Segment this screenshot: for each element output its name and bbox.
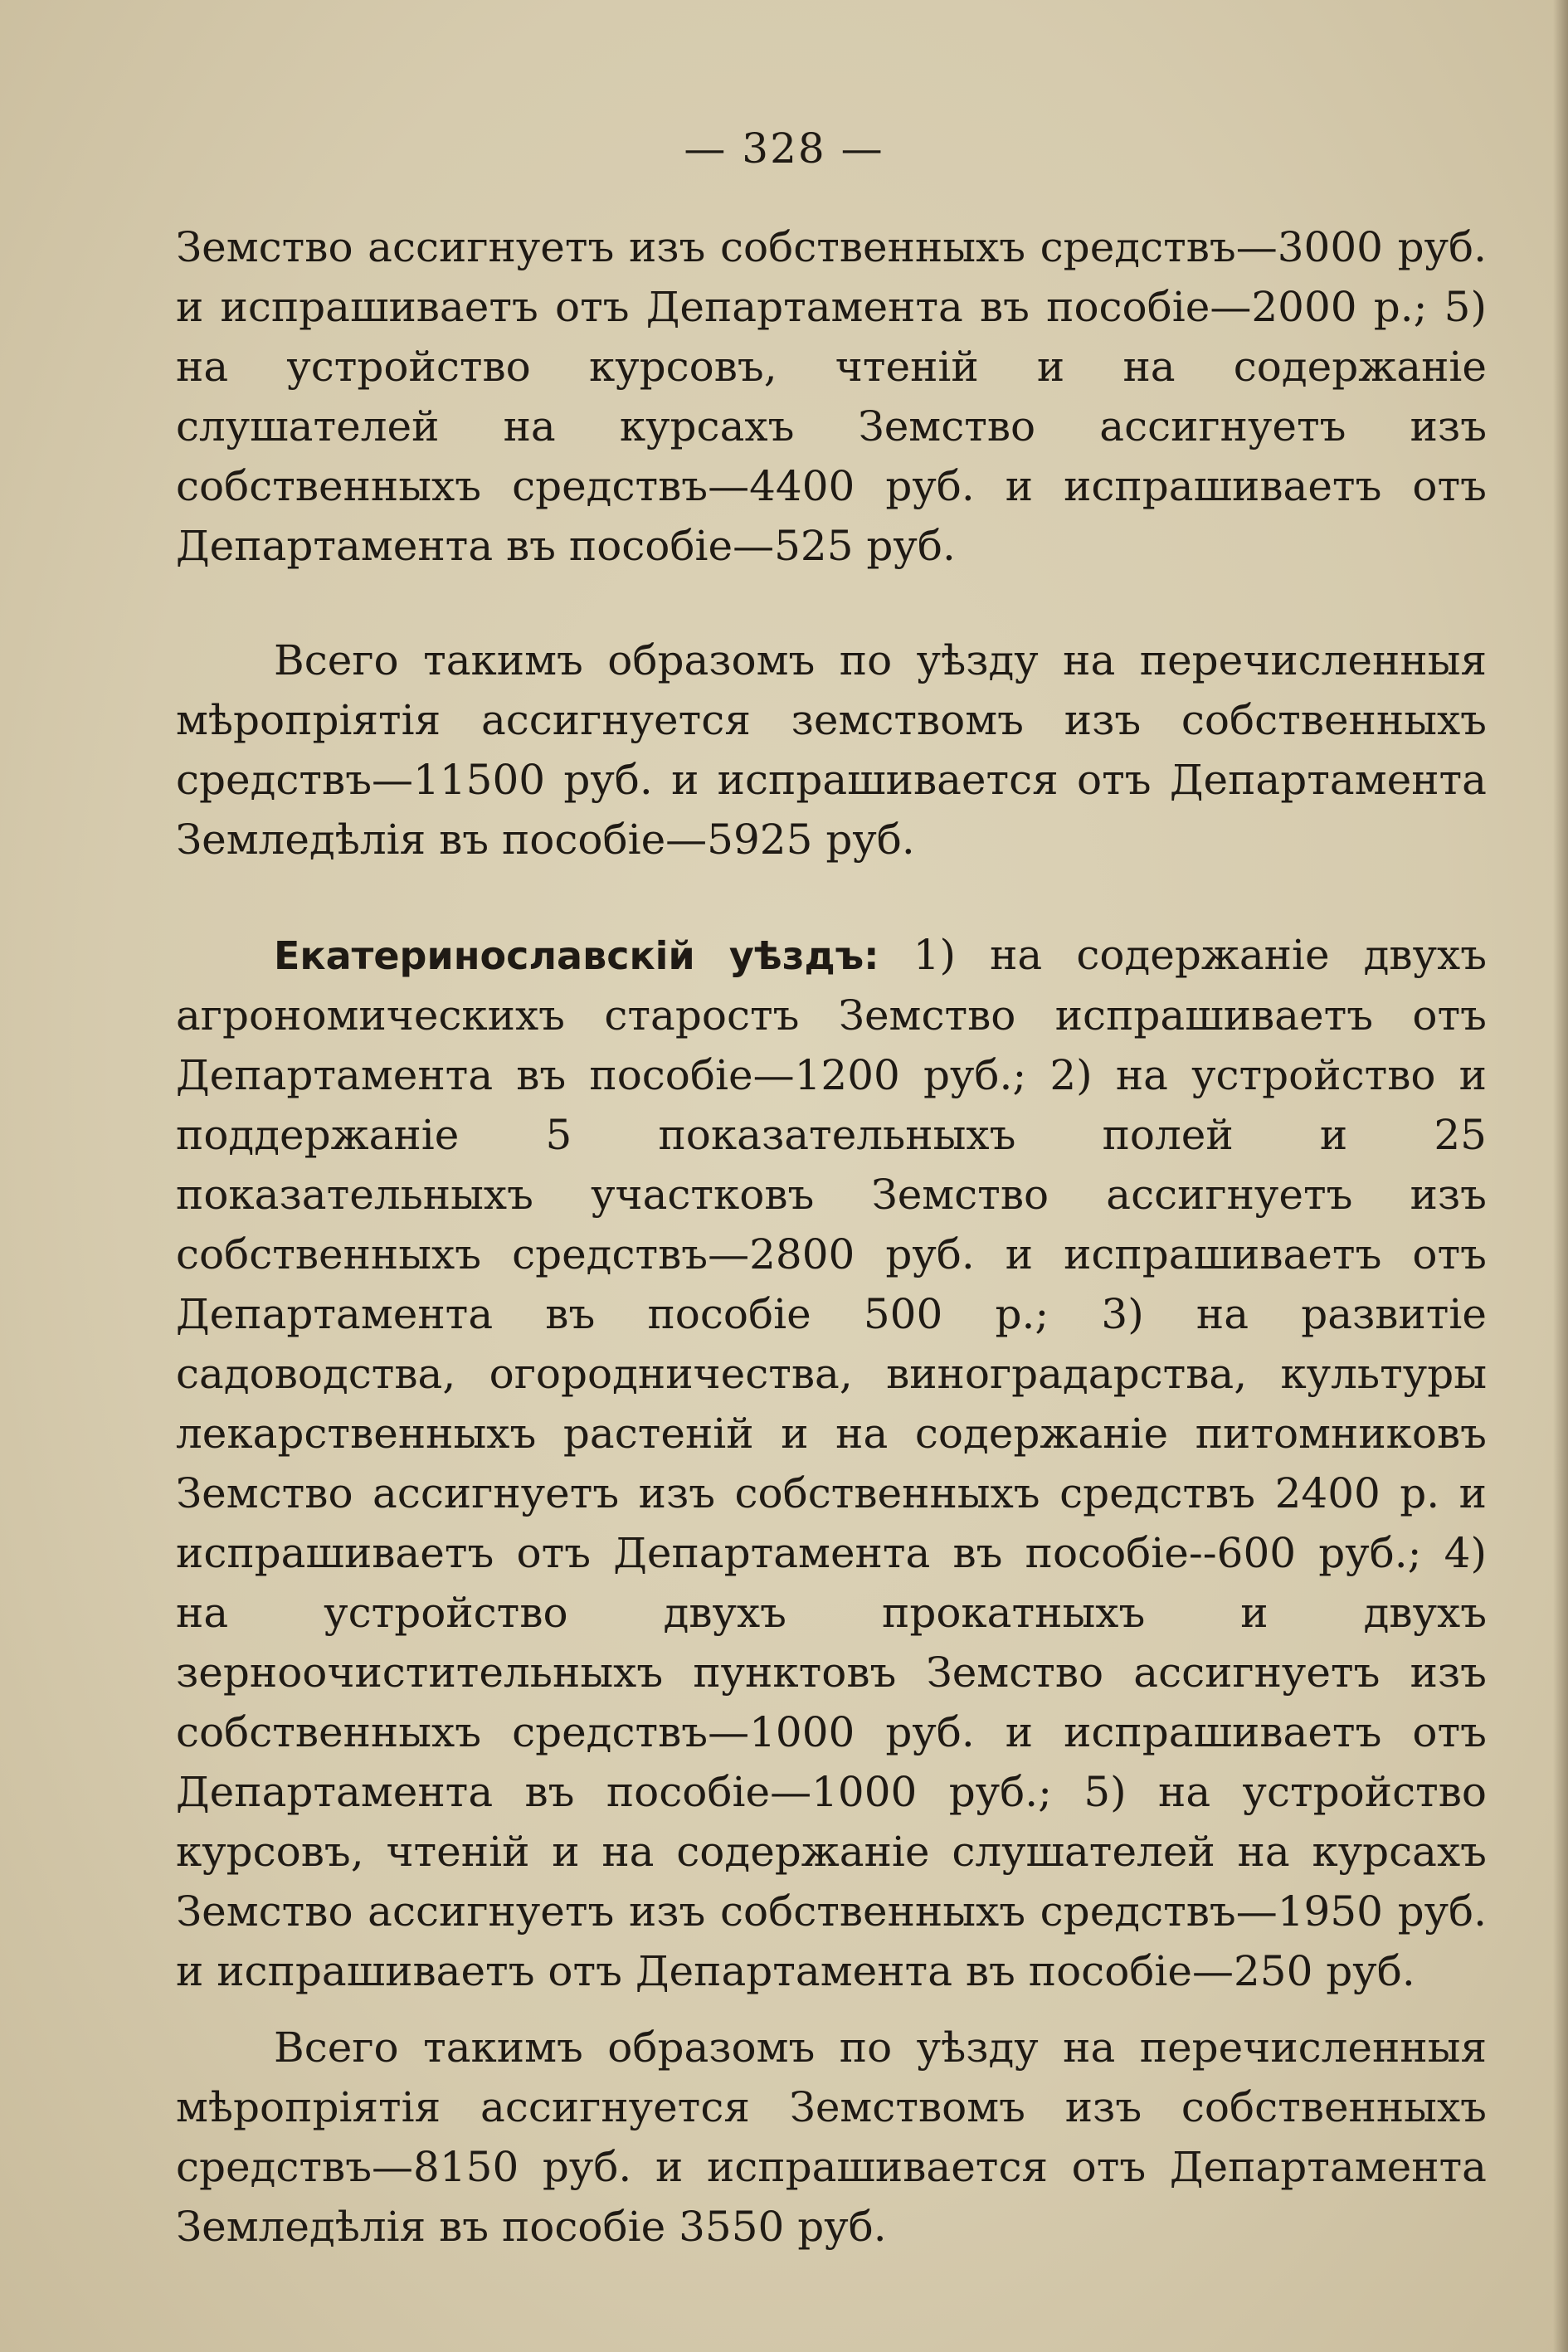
paragraph-ekaterinoslav-district xyxy=(176,925,1487,2001)
page-edge-shadow xyxy=(1553,0,1568,2352)
page-number: — 328 — xyxy=(684,124,884,173)
paragraph-district-total xyxy=(176,631,1487,869)
paragraph-text: Всего такимъ образомъ по уѣзду на перечисленныя мѣропріятія ассигнуется Земствомъ изъ собственныхъ средствъ—8150 руб. и испрашивается отъ Департамента Земледѣлія въ пособіе 3550 руб. xyxy=(176,2023,1487,2251)
paragraph-text: 1) на содержаніе двухъ агрономическихъ старостъ Земство испрашиваетъ отъ Департамента въ пособіе—1200 руб.; 2) на устройство и поддержаніе 5 показательныхъ полей и 25 показательныхъ участковъ Земство ассигнуетъ изъ собственныхъ средствъ—2800 руб. и испрашиваетъ отъ Департамента въ пособіе 500 р.; 3) на развитіе садоводства, огородничества, виноградарства, культуры лекарственныхъ растеній и на содержаніе питомниковъ Земство ассигнуетъ изъ собственныхъ средствъ 2400 р. и испрашиваетъ отъ Департамента въ пособіе--600 руб.; 4) на устройство двухъ прокатныхъ и двухъ зерноочистительныхъ пунктовъ Земство ассигнуетъ изъ собственныхъ средствъ—1000 руб. и испрашиваетъ отъ Департамента въ пособіе—1000 руб.; 5) на устройство курсовъ, чтеній и на содержаніе слушателей на курсахъ Земство ассигнуетъ изъ собственныхъ средствъ—1950 руб. и испрашиваетъ отъ Департамента въ пособіе—250 руб. xyxy=(176,931,1488,1995)
paragraph-body xyxy=(176,925,1487,2001)
paragraph-text: Земство ассигнуетъ изъ собственныхъ средствъ—3000 руб. и испрашиваетъ отъ Департамента въ пособіе—2000 р.; 5) на устройство курсовъ, чтеній и на содержаніе слушателей на курсахъ Земство ассигнуетъ изъ собственныхъ средствъ—4400 руб. и испрашиваетъ отъ Департамента въ пособіе—525 руб. xyxy=(176,223,1487,570)
district-heading: Екатеринославскій уѣздъ: xyxy=(274,933,879,978)
paragraph-ekaterinoslav-total xyxy=(176,2018,1487,2257)
paragraph-continuation xyxy=(176,217,1487,576)
paragraph-text: Всего такимъ образомъ по уѣзду на перечисленныя мѣропріятія ассигнуется земствомъ изъ собственныхъ средствъ—11500 руб. и испрашивается отъ Департамента Земледѣлія въ пособіе—5925 руб. xyxy=(176,636,1487,864)
